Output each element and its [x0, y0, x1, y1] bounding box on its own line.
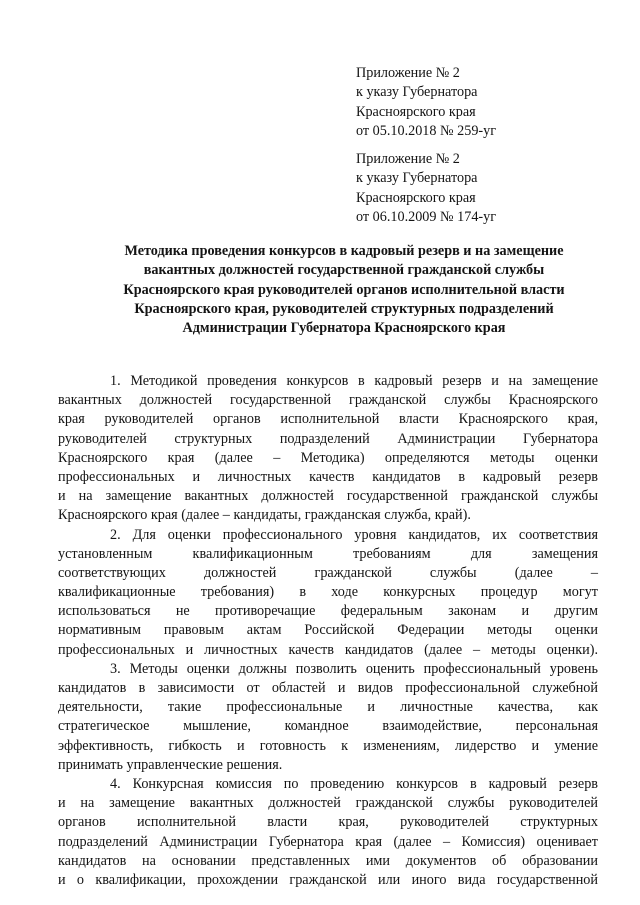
paragraph-4-line: подразделений Администрации Губернатора края (далее – Комиссия) оценивает [58, 833, 598, 850]
appendix-line: Красноярского края [356, 189, 476, 206]
title-line: Методика проведения конкурсов в кадровый резерв и на замещение [124, 243, 564, 259]
appendix-header-previous [356, 150, 616, 227]
title-line: Красноярского края руководителей органов исполнительной власти [123, 281, 565, 298]
paragraph-1-line: профессиональных и личностных качеств кандидатов в кадровый резерв [58, 468, 598, 485]
paragraph-4-line: и о квалификации, прохождении гражданской или иного вида государственной [58, 871, 598, 888]
document-title [60, 242, 628, 338]
paragraph-2-line: профессиональных и личностных качеств кандидатов (далее – методы оценки). [58, 641, 598, 658]
paragraph-2-line: 2. Для оценки профессионального уровня кандидатов, их соответствия [110, 526, 598, 543]
appendix-line: Красноярского края [356, 103, 476, 120]
paragraph-2-line: установленным квалификационным требованиям для замещения [58, 545, 598, 562]
paragraph-4-line: кандидатов на основании представленных ими документов об образовании [58, 852, 598, 869]
paragraph-2-line: использоваться не противоречащие федеральным законам и другим [58, 603, 598, 620]
paragraph-4-line: и на замещение вакантных должностей гражданской службы руководителей [58, 795, 598, 812]
appendix-line: от 05.10.2018 № 259-уг [356, 122, 497, 139]
paragraph-2-line: соответствующих должностей гражданской службы (далее – [58, 564, 598, 581]
paragraph-2-line: квалификационные требования) в ходе конкурсных процедур могут [58, 584, 598, 601]
document-body [58, 372, 598, 890]
paragraph-1-line: вакантных должностей государственной гражданской службы Красноярского [58, 392, 598, 409]
title-line: вакантных должностей государственной гражданской службы [143, 262, 545, 279]
appendix-line: к указу Губернатора [356, 84, 478, 101]
appendix-line: Приложение № 2 [356, 65, 460, 81]
paragraph-1-line: Красноярского края (далее – кандидаты, гражданская служба, край). [58, 507, 471, 524]
paragraph-1-line: Красноярского края (далее – Методика) определяются методы оценки [58, 449, 598, 466]
appendix-line: Приложение № 2 [356, 151, 460, 167]
appendix-line: к указу Губернатора [356, 170, 478, 187]
paragraph-1-line: руководителей структурных подразделений Администрации Губернатора [58, 430, 598, 447]
paragraph-3-line: принимать управленческие решения. [58, 756, 283, 773]
title-line: Администрации Губернатора Красноярского края [182, 320, 506, 337]
appendix-header-current [356, 64, 616, 141]
paragraph-3-line: 3. Методы оценки должны позволить оценить профессиональный уровень [110, 660, 598, 677]
paragraph-1-line: и на замещение вакантных должностей государственной гражданской службы [58, 488, 598, 505]
paragraph-1-line: 1. Методикой проведения конкурсов в кадровый резерв и на замещение [110, 373, 598, 389]
paragraph-1-line: края руководителей органов исполнительной власти Красноярского края, [58, 411, 598, 428]
paragraph-3-line: стратегическое мышление, командное взаимодействие, персональная [58, 718, 598, 735]
paragraph-4-line: органов исполнительной власти края, руководителей структурных [58, 814, 598, 831]
paragraph-4-line: 4. Конкурсная комиссия по проведению конкурсов в кадровый резерв [110, 775, 598, 792]
paragraph-3-line: деятельности, такие профессиональные и личностные качества, как [58, 699, 598, 716]
title-line: Красноярского края, руководителей структурных подразделений [134, 300, 554, 317]
appendix-line: от 06.10.2009 № 174-уг [356, 208, 497, 225]
paragraph-3-line: кандидатов в зависимости от областей и видов профессиональной служебной [58, 680, 598, 696]
paragraph-2-line: нормативным правовым актам Российской Федерации методы оценки [58, 622, 598, 639]
paragraph-3-line: эффективность, гибкость и готовность к изменениям, лидерство и умение [58, 737, 598, 754]
